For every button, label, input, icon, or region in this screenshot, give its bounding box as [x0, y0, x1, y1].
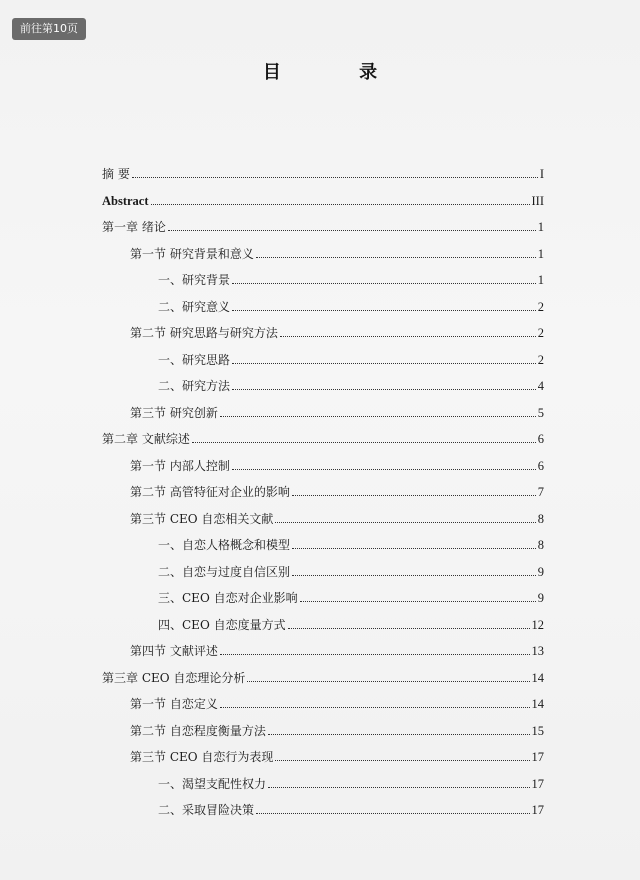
toc-entry[interactable] — [130, 637, 544, 659]
toc-entry-label: 第三节 CEO 自恋行为表现 — [130, 750, 274, 764]
page-title: 目 录 — [262, 62, 414, 83]
toc-leader-dots — [292, 547, 536, 549]
toc-leader-dots — [288, 627, 530, 629]
toc-entry-page-number: 7 — [537, 485, 544, 499]
toc-leader-dots — [247, 680, 529, 682]
toc-entry-label: 第一节 研究背景和意义 — [130, 246, 254, 261]
toc-leader-dots — [292, 574, 536, 576]
toc-leader-dots — [232, 388, 536, 390]
toc-entry-page-number: 13 — [531, 644, 544, 658]
toc-entry-label: 第二章 文献综述 — [102, 432, 190, 446]
toc-entry-page-number: III — [531, 193, 544, 208]
toc-entry-page-number: 17 — [531, 776, 544, 791]
toc-entry[interactable] — [130, 743, 544, 765]
toc-entry-page-number: 5 — [537, 405, 544, 420]
toc-entry-page-number: 6 — [537, 458, 544, 473]
toc-leader-dots — [220, 653, 530, 655]
toc-entry[interactable] — [130, 717, 544, 739]
toc-entry[interactable] — [158, 611, 544, 633]
toc-entry-page-number: 17 — [531, 750, 544, 764]
toc-leader-dots — [300, 600, 536, 602]
toc-entry-page-number: 8 — [537, 538, 544, 552]
toc-entry-page-number: 2 — [537, 326, 544, 340]
toc-leader-dots — [168, 229, 536, 231]
toc-entry-label: 第三节 研究创新 — [130, 405, 218, 420]
toc-entry-page-number: I — [539, 167, 544, 181]
toc-entry[interactable] — [130, 399, 544, 421]
toc-entry-label: 一、研究背景 — [158, 273, 231, 287]
toc-leader-dots — [151, 203, 530, 205]
toc-entry-label: 二、采取冒险决策 — [158, 803, 255, 817]
toc-leader-dots — [192, 441, 536, 443]
toc-entry-label: 第一节 自恋定义 — [130, 697, 218, 711]
toc-entry-page-number: 14 — [531, 670, 544, 685]
toc-leader-dots — [275, 521, 535, 523]
toc-entry[interactable] — [102, 187, 544, 209]
toc-leader-dots — [132, 176, 538, 178]
toc-entry[interactable] — [158, 796, 544, 818]
toc-leader-dots — [232, 309, 536, 311]
toc-leader-dots — [220, 706, 530, 708]
toc-leader-dots — [256, 256, 536, 258]
toc-entry-page-number: 1 — [537, 273, 544, 287]
toc-entry[interactable] — [158, 558, 544, 580]
toc-entry[interactable] — [158, 293, 544, 315]
toc-entry[interactable] — [158, 372, 544, 394]
toc-entry-label: 四、CEO 自恋度量方式 — [158, 617, 286, 632]
toc-entry-page-number: 9 — [537, 591, 544, 605]
toc-entry-label: 一、自恋人格概念和模型 — [158, 538, 291, 552]
toc-entry-label: 第二节 高管特征对企业的影响 — [130, 485, 290, 499]
toc-leader-dots — [280, 335, 536, 337]
toc-entry-label: 二、研究方法 — [158, 379, 231, 393]
toc-entry-page-number: 4 — [537, 379, 544, 393]
toc-entry[interactable] — [102, 664, 544, 686]
toc-entry[interactable] — [102, 425, 544, 447]
toc-entry[interactable] — [158, 584, 544, 606]
toc-entry-label: 一、研究思路 — [158, 352, 231, 367]
toc-leader-dots — [268, 786, 529, 788]
goto-page-button[interactable]: 前往第10页 — [12, 18, 86, 40]
toc-leader-dots — [232, 468, 536, 470]
toc-entry-page-number: 17 — [531, 803, 544, 817]
toc-leader-dots — [292, 494, 536, 496]
toc-entry-page-number: 8 — [537, 511, 544, 526]
toc-entry[interactable] — [130, 452, 544, 474]
toc-entry[interactable] — [130, 319, 544, 341]
toc-entry-page-number: 2 — [537, 299, 544, 314]
toc-entry-label: 摘 要 — [102, 167, 130, 181]
toc-entry[interactable] — [158, 346, 544, 368]
toc-entry[interactable] — [102, 160, 544, 182]
toc-entry-label: 第四节 文献评述 — [130, 644, 218, 658]
toc-leader-dots — [256, 812, 529, 814]
toc-entry-label: 第二节 自恋程度衡量方法 — [130, 723, 266, 738]
toc-entry-page-number: 1 — [537, 246, 544, 261]
toc-entry-page-number: 12 — [531, 617, 544, 632]
toc-leader-dots — [268, 733, 530, 735]
toc-entry-label: 第二节 研究思路与研究方法 — [130, 326, 278, 340]
toc-entry-page-number: 14 — [531, 697, 544, 711]
toc-entry[interactable] — [130, 505, 544, 527]
toc-leader-dots — [275, 759, 529, 761]
toc-entry-page-number: 15 — [531, 723, 544, 738]
toc-entry-label: 第一章 绪论 — [102, 220, 166, 234]
toc-entry-label: 一、渴望支配性权力 — [158, 776, 267, 791]
toc-entry-page-number: 1 — [537, 220, 544, 234]
toc-leader-dots — [220, 415, 536, 417]
toc-entry[interactable] — [158, 770, 544, 792]
toc-entry-label: Abstract — [102, 193, 149, 208]
toc-entry-page-number: 2 — [537, 352, 544, 367]
toc-entry-label: 三、CEO 自恋对企业影响 — [158, 591, 298, 605]
toc-entry[interactable] — [102, 213, 544, 235]
toc-entry[interactable] — [130, 240, 544, 262]
toc-entry[interactable] — [130, 690, 544, 712]
toc-entry-label: 第一节 内部人控制 — [130, 458, 230, 473]
toc-leader-dots — [232, 282, 536, 284]
toc-entry-page-number: 9 — [537, 564, 544, 579]
toc-entry-label: 第三章 CEO 自恋理论分析 — [102, 670, 246, 685]
toc-entry[interactable] — [130, 478, 544, 500]
toc-entry[interactable] — [158, 531, 544, 553]
toc-entry-page-number: 6 — [537, 432, 544, 446]
toc-leader-dots — [232, 362, 536, 364]
toc-entry-label: 二、研究意义 — [158, 299, 231, 314]
toc-entry-label: 第三节 CEO 自恋相关文献 — [130, 511, 274, 526]
toc-entry-label: 二、自恋与过度自信区别 — [158, 564, 291, 579]
toc-entry[interactable] — [158, 266, 544, 288]
